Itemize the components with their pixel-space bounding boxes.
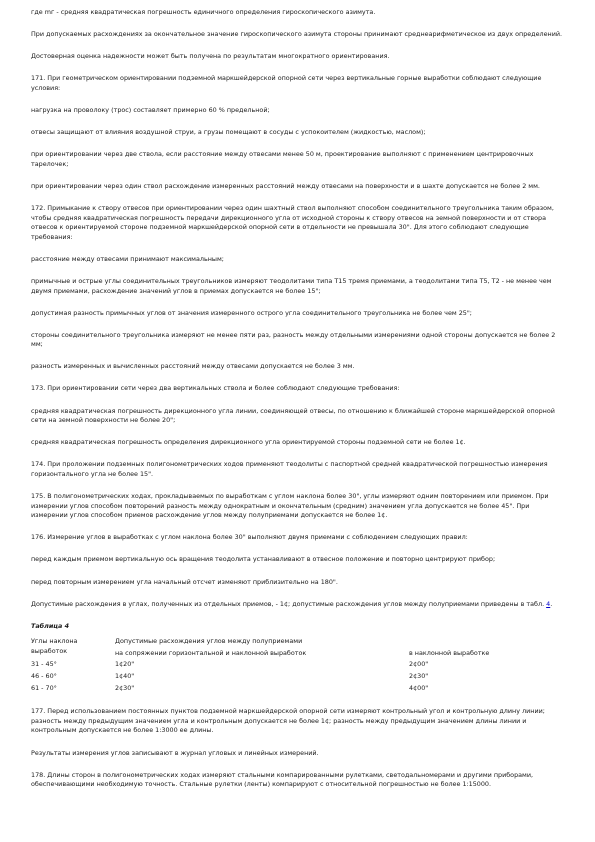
table-4-link[interactable]: 4 bbox=[546, 599, 551, 608]
paragraph: где mг - средняя квадратическая погрешность единичного определения гироскопического азимута. bbox=[31, 8, 376, 16]
paragraph: примычные и острые углы соединительных треугольников измеряют теодолитами типа Т15 тремя приемами, а теодолитами типа Т5, Т2 - не менее чем двумя приемами, расхождение значений углов в приемах допускается не более 15"; bbox=[31, 276, 552, 295]
angle-discrepancy-table bbox=[31, 637, 563, 695]
paragraph: отвесы защищают от влияния воздушной струи, а грузы помещают в сосуды с успокоителем (жидкостью, маслом); bbox=[31, 128, 426, 137]
cell-junction: 1¢20" bbox=[115, 660, 135, 669]
document-page bbox=[31, 8, 567, 802]
paragraph: 173. При ориентировании сети через два вертикальных ствола и более соблюдают следующие требования: bbox=[31, 384, 400, 393]
paragraph: при ориентировании через один ствол расхождение измеренных расстояний между отвесами на поверхности и в шахте допускается не более 2 мм. bbox=[31, 181, 540, 190]
cell-angle: 46 - 60° bbox=[31, 672, 57, 681]
header-inclined: в наклонной выработке bbox=[409, 648, 490, 657]
paragraph: перед каждым приемом вертикальную ось вращения теодолита устанавливают в отвесное положение и повторно центрируют прибор; bbox=[31, 555, 496, 564]
paragraph: 172. Примыкание к створу отвесов при ориентировании через один шахтный ствол выполняют способом соединительного треугольника таким образом, чтобы средняя квадратическая погрешность передачи дирекционного угла от исходной стороны к створу отвесов на земной поверхности и от створа отвесов к ориентируемой стороне подземной маркшейдерской опорной сети в отдельности не превышала 30". Для этого соблюдают следующие требования: bbox=[31, 203, 554, 241]
paragraph: Достоверная оценка надежности может быть получена по результатам многократного ориентирования. bbox=[31, 52, 390, 61]
paragraph: средняя квадратическая погрешность дирекционного угла линии, соединяющей отвесы, по отношению к ближайшей стороне маркшейдерской опорной сети на земной поверхности не более 20"; bbox=[31, 406, 555, 425]
paragraph: При допускаемых расхождениях за окончательное значение гироскопического азимута стороны принимают среднеарифметическое из двух определений. bbox=[31, 30, 563, 39]
paragraph-text: Допустимые расхождения в углах, полученных из отдельных приемов, - 1¢; допустимые расхождения углов между полуприемами приведены в табл. bbox=[31, 599, 545, 608]
paragraph: 175. В полигонометрических ходах, прокладываемых по выработкам с углом наклона более 30", углы измеряют одним повторением или приемом. При измерении углов способом повторений разность между однократным и окончательным (средним) значением угла допускается не более 45". При измерении углов способом приемов расхождение углов между полуприемами допускается не более 1¢. bbox=[31, 492, 549, 520]
paragraph: расстояние между отвесами принимают максимальным; bbox=[31, 254, 224, 263]
paragraph: средняя квадратическая погрешность определения дирекционного угла ориентируемой стороны подземной сети не более 1¢. bbox=[31, 438, 466, 447]
paragraph: стороны соединительного треугольника измеряют не менее пяти раз, разность между отдельными измерениями одной стороны допускается не более 2 мм; bbox=[31, 330, 556, 349]
paragraph: 171. При геометрическом ориентировании подземной маркшейдерской опорной сети через вертикальные горные выработки соблюдают следующие условия: bbox=[31, 74, 542, 92]
paragraph: 177. Перед использованием постоянных пунктов подземной маркшейдерской опорной сети измеряют контрольный угол и контрольную длину линии; разность между предыдущим значением угла и контрольным допускается не более 1¢; разность между предыдущим значением длины линии и контрольным допускается не более 1:3000 ее длины. bbox=[31, 707, 545, 735]
cell-inclined: 2¢00" bbox=[409, 660, 429, 669]
paragraph: нагрузка на проволоку (трос) составляет примерно 60 % предельной; bbox=[31, 105, 270, 114]
cell-angle: 61 - 70° bbox=[31, 683, 57, 692]
paragraph: перед повторным измерением угла начальный отсчет изменяют приблизительно на 180". bbox=[31, 577, 338, 586]
paragraph: 178. Длины сторон в полигонометрических ходах измеряют стальными компарированными рулетками, светодальномерами и другими приборами, обеспечивающими необходимую точность. Стальные рулетки (ленты) компарируют с относительной погрешностью не более 1:15000. bbox=[31, 770, 534, 789]
paragraph: 176. Измерение углов в выработках с углом наклона более 30" выполняют двумя приемами с соблюдением следующих правил: bbox=[31, 533, 468, 542]
cell-inclined: 2¢30" bbox=[409, 672, 429, 681]
cell-junction: 2¢30" bbox=[115, 683, 135, 692]
header-angle: Углы наклона выработок bbox=[31, 637, 78, 655]
table-row bbox=[31, 672, 563, 684]
header-group: Допустимые расхождения углов между полуприемами bbox=[115, 637, 303, 646]
link-suffix: . bbox=[550, 599, 553, 608]
cell-junction: 1¢40" bbox=[115, 672, 135, 681]
table-header-row bbox=[31, 637, 563, 649]
table-row bbox=[31, 660, 563, 672]
paragraph: допустимая разность примычных углов от значения измеренного острого угла соединительного треугольника не более чем 25"; bbox=[31, 308, 472, 317]
cell-inclined: 4¢00" bbox=[409, 683, 429, 692]
table-row bbox=[31, 684, 563, 696]
paragraph: Результаты измерения углов записывают в журнал угловых и линейных измерений. bbox=[31, 748, 319, 757]
cell-angle: 31 - 45° bbox=[31, 660, 57, 669]
header-junction: на сопряжении горизонтальной и наклонной выработок bbox=[115, 648, 307, 657]
paragraph: разность измеренных и вычисленных расстояний между отвесами допускается не более 3 мм. bbox=[31, 362, 355, 371]
paragraph: 174. При проложении подземных полигонометрических ходов применяют теодолиты с паспортной средней квадратической погрешностью измерения горизонтального угла не более 15". bbox=[31, 460, 548, 478]
table-caption: Таблица 4 bbox=[31, 621, 70, 630]
paragraph: при ориентировании через две ствола, если расстояние между отвесами менее 50 м, проектирование выполняют с применением центрировочных тарелочек; bbox=[31, 150, 534, 168]
paragraph-with-table-link bbox=[31, 600, 567, 610]
